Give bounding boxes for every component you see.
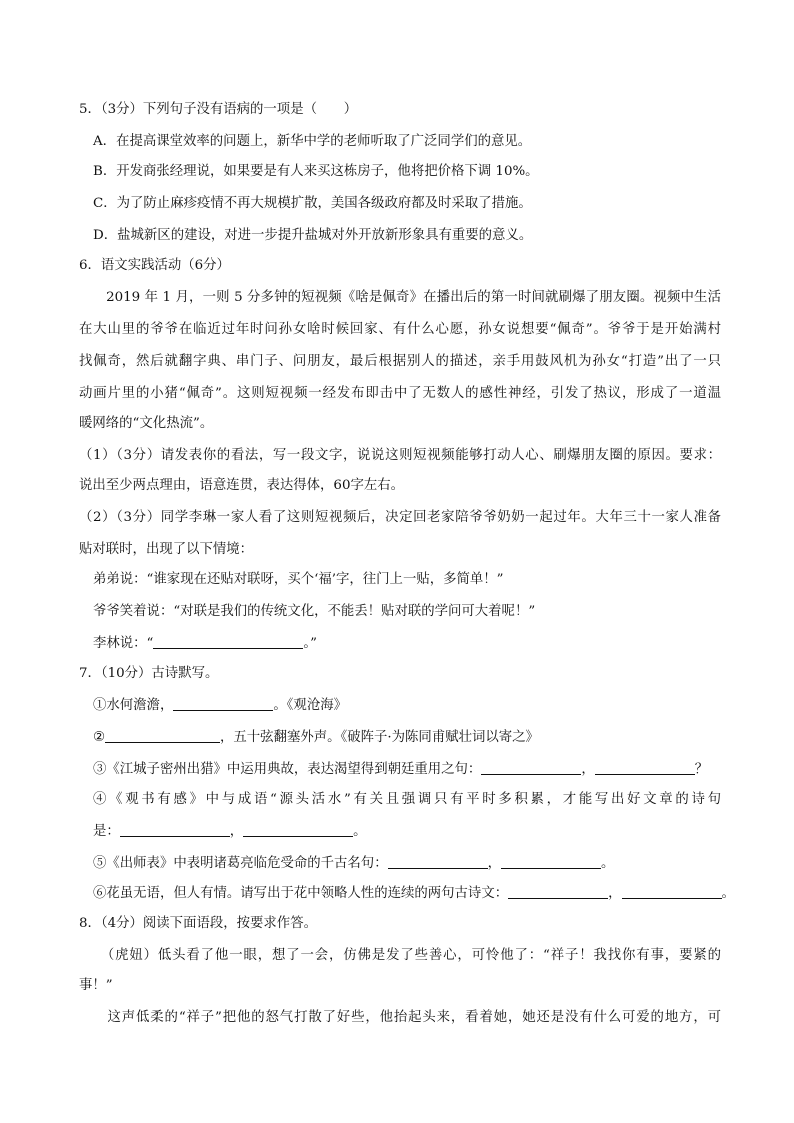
q7-item5-suffix: 。 [600, 856, 615, 871]
q5-option-d: D．盐城新区的建设，对进一步提升盐城对外开放新形象具有重要的意义。 [93, 228, 533, 243]
q7-item5-blank-2[interactable] [501, 854, 601, 869]
q7-item6-prefix: ⑥花虽无语，但人有情。请写出于花中领略人性的连续的两句古诗文： [93, 886, 509, 901]
q7-item5-blank-1[interactable] [388, 854, 488, 869]
q7-item4-line1: ④《观书有感》中与成语“源头活水”有关且强调只有平时多积累，才能写出好文章的诗句 [93, 792, 721, 807]
q8-passage-line: 事！” [79, 978, 113, 993]
q6-dialog-brother: 弟弟说：“谁家现在还贴对联呀，买个‘福’字，往门上一贴，多简单！” [93, 572, 504, 587]
q7-item3-blank-2[interactable] [595, 760, 695, 775]
q6-passage-line: 2019 年 1 月，一则 5 分多钟的短视频《啥是佩奇》在播出后的第一时间就刷爆了朋友圈。视频中生活 [79, 290, 721, 305]
q5-option-c: C．为了防止麻疹疫情不再大规模扩散，美国各级政府都及时采取了措施。 [93, 196, 532, 211]
q7-item1-blank[interactable] [173, 696, 273, 711]
q6-sub2-line: 贴对联时，出现了以下情境： [79, 542, 254, 557]
q7-item2-suffix: ，五十弦翻塞外声。《破阵子·为陈同甫赋壮词以寄之》 [220, 730, 539, 745]
q7-item5-prefix: ⑤《出师表》中表明诸葛亮临危受命的千古名句： [93, 856, 388, 871]
q7-item5-separator: ， [487, 856, 501, 871]
q7-item6-suffix: 。 [721, 886, 735, 901]
q7-item3-blank-1[interactable] [481, 760, 581, 775]
q7-item4-suffix: 。 [353, 824, 367, 839]
q7-item1-suffix: 。《观沧海》 [273, 698, 347, 713]
q7-item1 [93, 696, 347, 716]
q7-item4-blank-1[interactable] [120, 822, 230, 837]
q6-dialog-lilin [93, 634, 317, 654]
q7-stem: 7．（10分）古诗默写。 [79, 666, 219, 681]
q6-passage-line: 暖网络的“文化热流”。 [79, 416, 214, 431]
q7-item6-separator: ， [608, 886, 622, 901]
lilin-prefix: 李林说：“ [93, 636, 154, 651]
q7-item4 [93, 822, 367, 842]
q7-item1-prefix: ①水何澹澹， [93, 698, 174, 713]
q8-passage-line: （虎妞）低头看了他一眼，想了一会，仿佛是发了些善心，可怜他了：“祥子！我找你有事，要紧的 [79, 948, 721, 963]
lilin-answer-blank[interactable] [153, 634, 303, 649]
q7-item2-prefix: ② [93, 730, 106, 745]
lilin-suffix: 。” [303, 636, 317, 651]
q5-option-b: B．开发商张经理说，如果要是有人来买这栋房子，他将把价格下调 10%。 [93, 164, 539, 179]
q7-item2-blank[interactable] [105, 728, 220, 743]
q6-passage-line: 在大山里的爷爷在临近过年时问孙女啥时候回家、有什么心愿，孙女说想要“佩奇”。爷爷于是开始满村 [79, 322, 721, 337]
q7-item3-prefix: ③《江城子密州出猎》中运用典故，表达渴望得到朝廷重用之句： [93, 762, 482, 777]
q6-stem: 6．语文实践活动（6分） [79, 258, 230, 273]
q7-item6-blank-2[interactable] [622, 884, 722, 899]
q6-dialog-grandpa: 爷爷笑着说：“对联是我们的传统文化，不能丢！贴对联的学问可大着呢！” [93, 604, 536, 619]
q7-item4-prefix: 是： [93, 824, 120, 839]
q7-item5 [93, 854, 614, 874]
q6-sub2-line: （2）（3分）同学李琳一家人看了这则短视频后，决定回老家陪爷爷奶奶一起过年。大年三十一家人准备 [79, 510, 721, 525]
q7-item4-separator: ， [229, 824, 244, 839]
q5-option-a: A．在提高课堂效率的问题上，新华中学的老师听取了广泛同学们的意见。 [93, 134, 532, 149]
q6-passage-line: 动画片里的小猪“佩奇”。这则短视频一经发布即击中了无数人的感性神经，引发了热议，形成了一道温 [79, 386, 721, 401]
q7-item3-suffix: ？ [694, 762, 709, 777]
q7-item3 [93, 760, 708, 780]
q5-stem: 5．（3分）下列句子没有语病的一项是（ ） [79, 102, 358, 117]
q6-passage-line: 找佩奇，然后就翻字典、串门子、问朋友，最后根据别人的描述，亲手用鼓风机为孙女“打造”出了一只 [79, 354, 721, 369]
q7-item3-separator: ， [581, 762, 595, 777]
q8-passage-line: 这声低柔的“祥子”把他的怒气打散了好些，他抬起头来，看着她，她还是没有什么可爱的地方，可 [79, 1010, 721, 1025]
q7-item4-blank-2[interactable] [243, 822, 353, 837]
q8-stem: 8．（4分）阅读下面语段，按要求作答。 [79, 916, 317, 931]
q7-item2 [93, 728, 539, 748]
q7-item6-blank-1[interactable] [508, 884, 608, 899]
q6-sub1-line: （1）（3分）请发表你的看法，写一段文字，说说这则短视频能够打动人心、刷爆朋友圈的原因。要求： [79, 448, 721, 463]
q7-item6 [93, 884, 735, 904]
q6-sub1-line: 说出至少两点理由，语意连贯，表达得体，60字左右。 [79, 478, 405, 493]
